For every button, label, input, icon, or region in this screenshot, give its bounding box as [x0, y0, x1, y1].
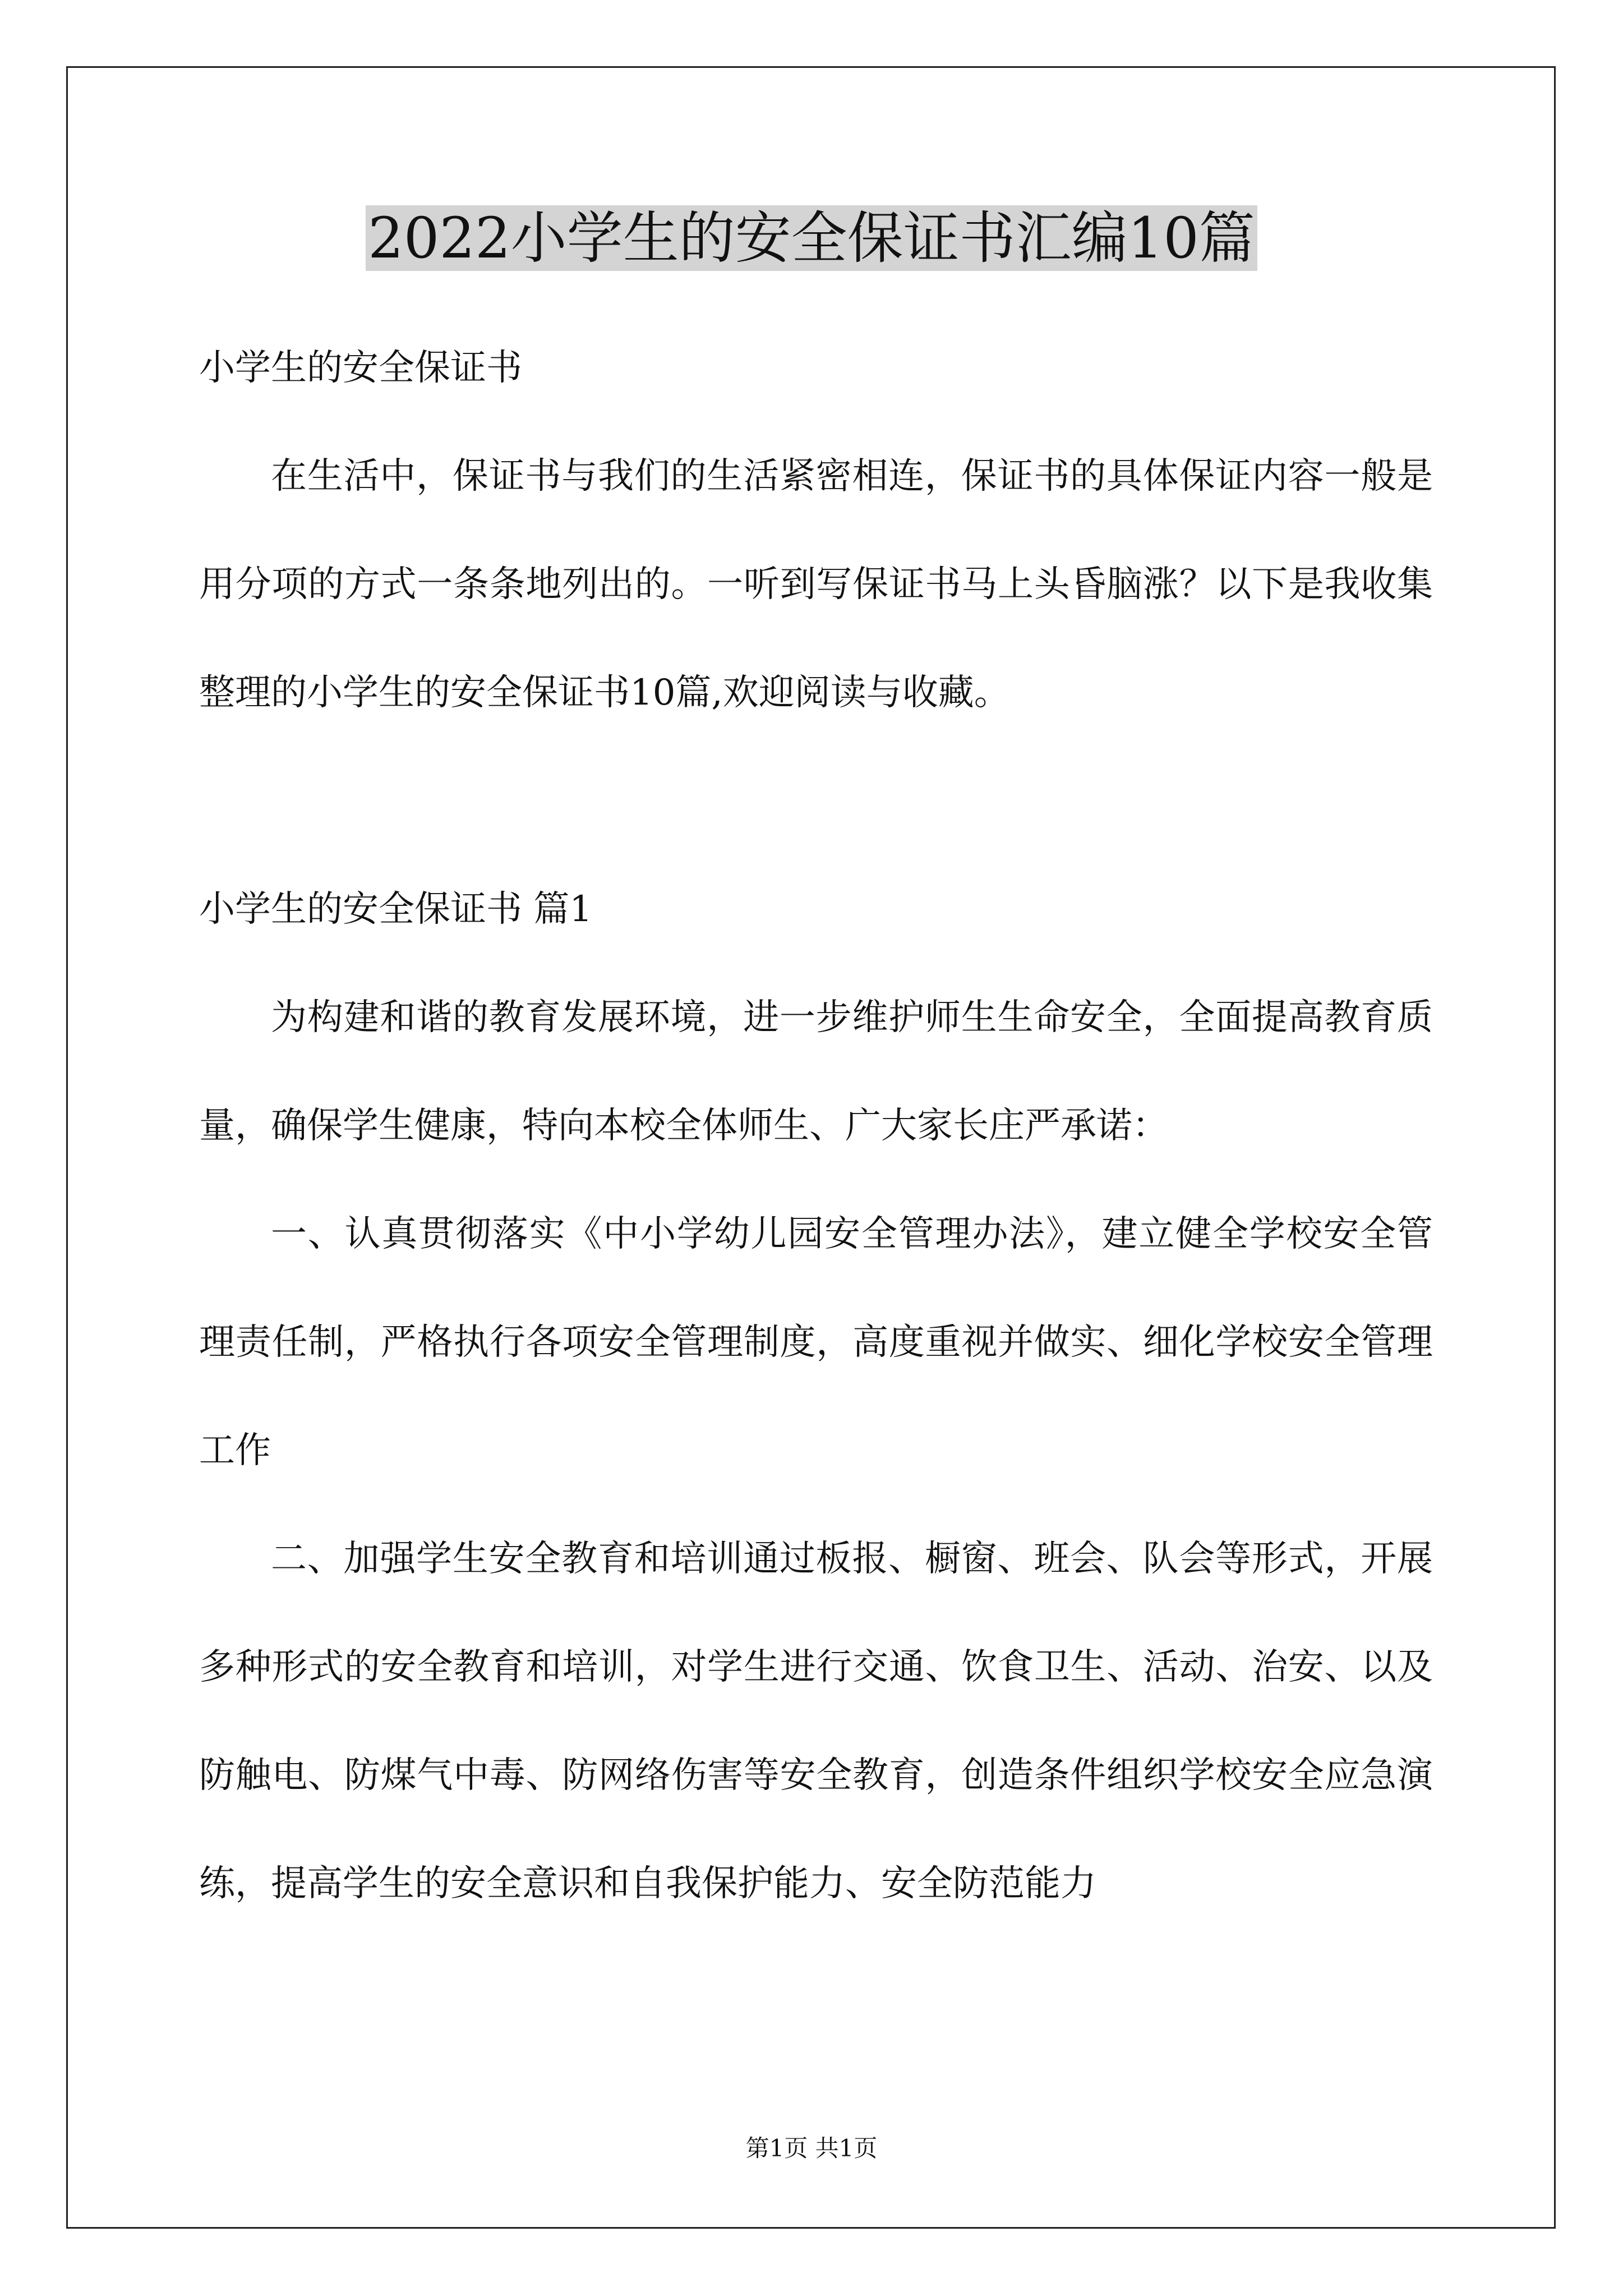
body-paragraph: 为构建和谐的教育发展环境，进一步维护师生生命安全，全面提高教育质量，确保学生健康，特向本校全体师生、广大家长庄严承诺：	[199, 997, 1433, 1147]
intro-paragraph: 在生活中，保证书与我们的生活紧密相连，保证书的具体保证内容一般是用分项的方式一条条地列出的。一听到写保证书马上头昏脑涨？以下是我收集整理的小学生的安全保证书10篇,欢迎阅读与收藏。	[199, 455, 1433, 714]
document-title-text: 2022小学生的安全保证书汇编10篇	[366, 205, 1257, 271]
body-paragraph: 二、加强学生安全教育和培训通过板报、橱窗、班会、队会等形式，开展多种形式的安全教育和培训，对学生进行交通、饮食卫生、活动、治安、以及防触电、防煤气中毒、防网络伤害等安全教育，创造条件组织学校安全应急演练，提高学生的安全意识和自我保护能力、安全防范能力	[199, 1538, 1433, 1904]
document-title	[0, 202, 1623, 275]
section-heading: 小学生的安全保证书 篇1	[199, 889, 593, 930]
body-paragraph: 一、认真贯彻落实《中小学幼儿园安全管理办法》，建立健全学校安全管理责任制，严格执行各项安全管理制度，高度重视并做实、细化学校安全管理工作	[199, 1213, 1433, 1471]
document-subtitle: 小学生的安全保证书	[199, 347, 522, 389]
paragraph-spacer	[199, 747, 1433, 855]
document-body	[199, 314, 1433, 1938]
page-footer: 第1页 共1页	[745, 2134, 878, 2162]
